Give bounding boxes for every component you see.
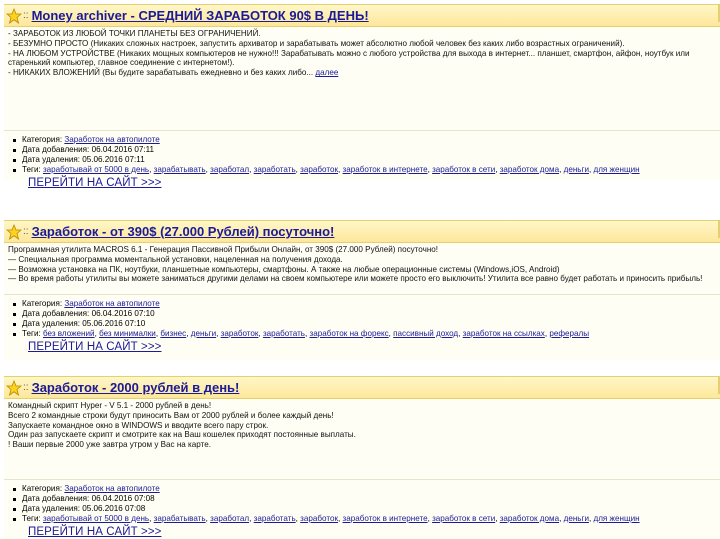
tag-link[interactable]: заработывай от 5000 в день — [42, 514, 150, 523]
tag-link[interactable]: для женщин — [593, 514, 640, 523]
listing-card — [4, 376, 720, 539]
description-line: Запускаете командное окно в WINDOWS и вводите всего пару строк. — [8, 420, 269, 430]
star-icon[interactable] — [6, 224, 22, 240]
listing-card — [4, 4, 720, 189]
meta-tags — [12, 329, 720, 339]
tag-link[interactable]: заработать — [253, 514, 296, 523]
tag-separator: , — [149, 514, 154, 523]
go-to-site-link[interactable]: ПЕРЕЙТИ НА САЙТ >>> — [28, 177, 162, 189]
tag-link[interactable]: зарабатывать — [153, 514, 206, 523]
listing-description — [4, 399, 720, 480]
tag-list — [43, 329, 589, 338]
listing-description — [4, 243, 720, 295]
listing-meta — [4, 480, 720, 524]
added-date: 06.04.2016 07:10 — [91, 309, 155, 318]
tag-link[interactable]: заработок — [300, 514, 339, 523]
category-link[interactable]: Заработок на автопилоте — [64, 135, 160, 144]
tag-separator: , — [427, 165, 433, 174]
tag-link[interactable]: заработок на ссылках — [462, 329, 545, 338]
tag-link[interactable]: зарабатывать — [153, 165, 206, 174]
tag-link[interactable]: рефералы — [549, 329, 590, 338]
go-to-site-link[interactable]: ПЕРЕЙТИ НА САЙТ >>> — [28, 341, 162, 353]
tags-label: Теги: — [22, 165, 41, 174]
tag-separator: , — [338, 165, 343, 174]
listing-title-link[interactable]: Money archiver - СРЕДНИЙ ЗАРАБОТОК 90$ В ДЕНЬ! — [31, 8, 369, 23]
go-to-site-link[interactable]: ПЕРЕЙТИ НА САЙТ >>> — [28, 526, 162, 538]
listing-card — [4, 220, 720, 360]
tag-link[interactable]: для женщин — [593, 165, 640, 174]
description-line: - ЗАРАБОТОК ИЗ ЛЮБОЙ ТОЧКИ ПЛАНЕТЫ БЕЗ ОГРАНИЧЕНИЙ. — [8, 29, 261, 38]
tag-separator: , — [588, 514, 594, 523]
description-line: Один раз запускаете скрипт и смотрите как на Ваш кошелек приходят постоянные выплаты. — [8, 430, 356, 440]
tag-separator: , — [94, 329, 100, 338]
tag-separator: , — [258, 329, 263, 338]
title-separator: :: — [23, 226, 29, 237]
added-label: Дата добавления: — [22, 309, 90, 318]
category-label: Категория: — [22, 299, 63, 308]
star-icon[interactable] — [6, 380, 22, 396]
category-label: Категория: — [22, 135, 63, 144]
tag-link[interactable]: заработок в интернете — [342, 165, 428, 174]
tag-link[interactable]: без вложений — [42, 329, 95, 338]
description-line: Программная утилита MACROS 6.1 - Генерация Пассивной Прибыли Онлайн, от 390$ (27.000 Рублей) посуточно! — [8, 245, 439, 254]
tag-separator: , — [205, 514, 211, 523]
tag-link[interactable]: заработок дома — [499, 165, 560, 174]
category-label: Категория: — [22, 484, 63, 493]
removed-date: 05.06.2016 07:11 — [82, 155, 145, 164]
tag-separator: , — [155, 329, 161, 338]
listing-description — [4, 27, 720, 131]
tag-link[interactable]: деньги — [563, 514, 589, 523]
meta-tags — [12, 165, 720, 175]
read-more-link[interactable]: далее — [315, 68, 339, 78]
added-label: Дата добавления: — [22, 494, 90, 503]
tag-separator: , — [149, 165, 154, 174]
tag-link[interactable]: деньги — [190, 329, 217, 338]
tag-link[interactable]: заработок в интернете — [342, 514, 428, 523]
removed-date: 05.06.2016 07:08 — [82, 504, 146, 513]
tag-link[interactable]: заработок — [300, 165, 339, 174]
meta-removed — [12, 504, 720, 514]
tag-link[interactable]: бизнес — [160, 329, 187, 338]
meta-category — [12, 135, 720, 145]
tag-separator: , — [495, 514, 500, 523]
category-link[interactable]: Заработок на автопилоте — [64, 299, 160, 308]
listing-header — [4, 220, 720, 243]
tag-link[interactable]: заработал — [210, 514, 250, 523]
tag-link[interactable]: заработок на форекс — [309, 329, 389, 338]
listing-header — [4, 376, 720, 399]
tag-list — [43, 165, 640, 174]
description-text: - НИКАКИХ ВЛОЖЕНИЙ (Вы будите зарабатывать ежедневно и без каких либо... — [8, 68, 314, 78]
description-line: Командный скрипт Hyper - V 5.1 - 2000 рублей в день! — [8, 401, 212, 410]
star-icon[interactable] — [6, 8, 22, 24]
description-line: - БЕЗУМНО ПРОСТО (Никаких сложных настроек, запустить архиватор и зарабатывать может абсолютно любой человек без каких либо возрастных ограничений). — [8, 38, 625, 48]
tag-link[interactable]: заработал — [210, 165, 250, 174]
meta-added — [12, 145, 720, 155]
tag-separator: , — [249, 514, 254, 523]
removed-label: Дата удаления: — [22, 504, 81, 513]
tag-separator: , — [495, 165, 500, 174]
tag-link[interactable]: заработать — [262, 329, 305, 338]
category-link[interactable]: Заработок на автопилоте — [64, 484, 160, 493]
tag-link[interactable]: без минималки — [99, 329, 156, 338]
meta-tags — [12, 514, 720, 524]
meta-category — [12, 484, 720, 494]
tag-separator: , — [249, 165, 254, 174]
meta-category — [12, 299, 720, 309]
tags-label: Теги: — [22, 514, 41, 523]
tag-link[interactable]: заработать — [253, 165, 296, 174]
tag-separator: , — [544, 329, 550, 338]
removed-label: Дата удаления: — [22, 319, 81, 328]
tag-separator: , — [186, 329, 191, 338]
tag-separator: , — [338, 514, 343, 523]
title-separator: :: — [23, 10, 29, 21]
description-line: ! Ваши первые 2000 уже завтра утром у Вас на карте. — [8, 440, 211, 450]
description-line: - НА ЛЮБОМ УСТРОЙСТВЕ (Никаких мощных компьютеров не нужно!!! Зарабатывать можно с любого устройства для выхода в интернет... планшет, смартфон, айфон, ноутбук или старенький компьютер, главное соединение с интернетом!). — [8, 48, 690, 68]
description-line: Всего 2 командные строки будут приносить Вам от 2000 рублей и более каждый день! — [8, 410, 334, 420]
listing-title-link[interactable]: Заработок - 2000 рублей в день! — [31, 380, 240, 395]
tag-separator: , — [559, 165, 564, 174]
meta-added — [12, 309, 720, 319]
removed-label: Дата удаления: — [22, 155, 81, 164]
description-line — [8, 68, 716, 78]
listing-meta — [4, 295, 720, 339]
removed-date: 05.06.2016 07:10 — [82, 319, 146, 328]
added-date: 06.04.2016 07:11 — [91, 145, 154, 154]
added-label: Дата добавления: — [22, 145, 90, 154]
tag-separator: , — [588, 165, 594, 174]
tag-link[interactable]: деньги — [563, 165, 589, 174]
tag-separator: , — [458, 329, 463, 338]
tag-separator: , — [559, 514, 564, 523]
tag-link[interactable]: заработок в сети — [432, 165, 496, 174]
tag-link[interactable]: заработок — [220, 329, 259, 338]
tag-list — [43, 514, 640, 523]
tags-label: Теги: — [22, 329, 41, 338]
tag-separator: , — [427, 514, 433, 523]
description-line: — Во время работы утилиты вы можете заниматься другими делами на своем компьютере или можете просто его выключить! Утилита все равно будет работать и приносить прибыль! — [8, 274, 703, 284]
tag-separator: , — [205, 165, 211, 174]
description-line: — Специальная программа моментальной установки, нацеленная на получения дохода. — [8, 254, 343, 264]
tag-link[interactable]: заработок дома — [499, 514, 560, 523]
listing-header — [4, 4, 720, 27]
tag-separator: , — [388, 329, 394, 338]
title-separator: :: — [23, 382, 29, 393]
tag-link[interactable]: заработывай от 5000 в день — [42, 165, 150, 174]
tag-separator: , — [305, 329, 310, 338]
listing-title-link[interactable]: Заработок - от 390$ (27.000 Рублей) посуточно! — [31, 224, 335, 239]
added-date: 06.04.2016 07:08 — [91, 494, 155, 503]
tag-separator: , — [216, 329, 221, 338]
description-line: — Возможна установка на ПК, ноутбуки, планшетные компьютеры, смартфоны. А также на любые операционные системы (Windows,iOS, Android) — [8, 264, 560, 274]
meta-removed — [12, 155, 720, 165]
meta-added — [12, 494, 720, 504]
meta-removed — [12, 319, 720, 329]
tag-separator: , — [295, 514, 301, 523]
tag-link[interactable]: пассивный доход — [393, 329, 459, 338]
listing-meta — [4, 131, 720, 175]
tag-link[interactable]: заработок в сети — [432, 514, 496, 523]
tag-separator: , — [295, 165, 301, 174]
